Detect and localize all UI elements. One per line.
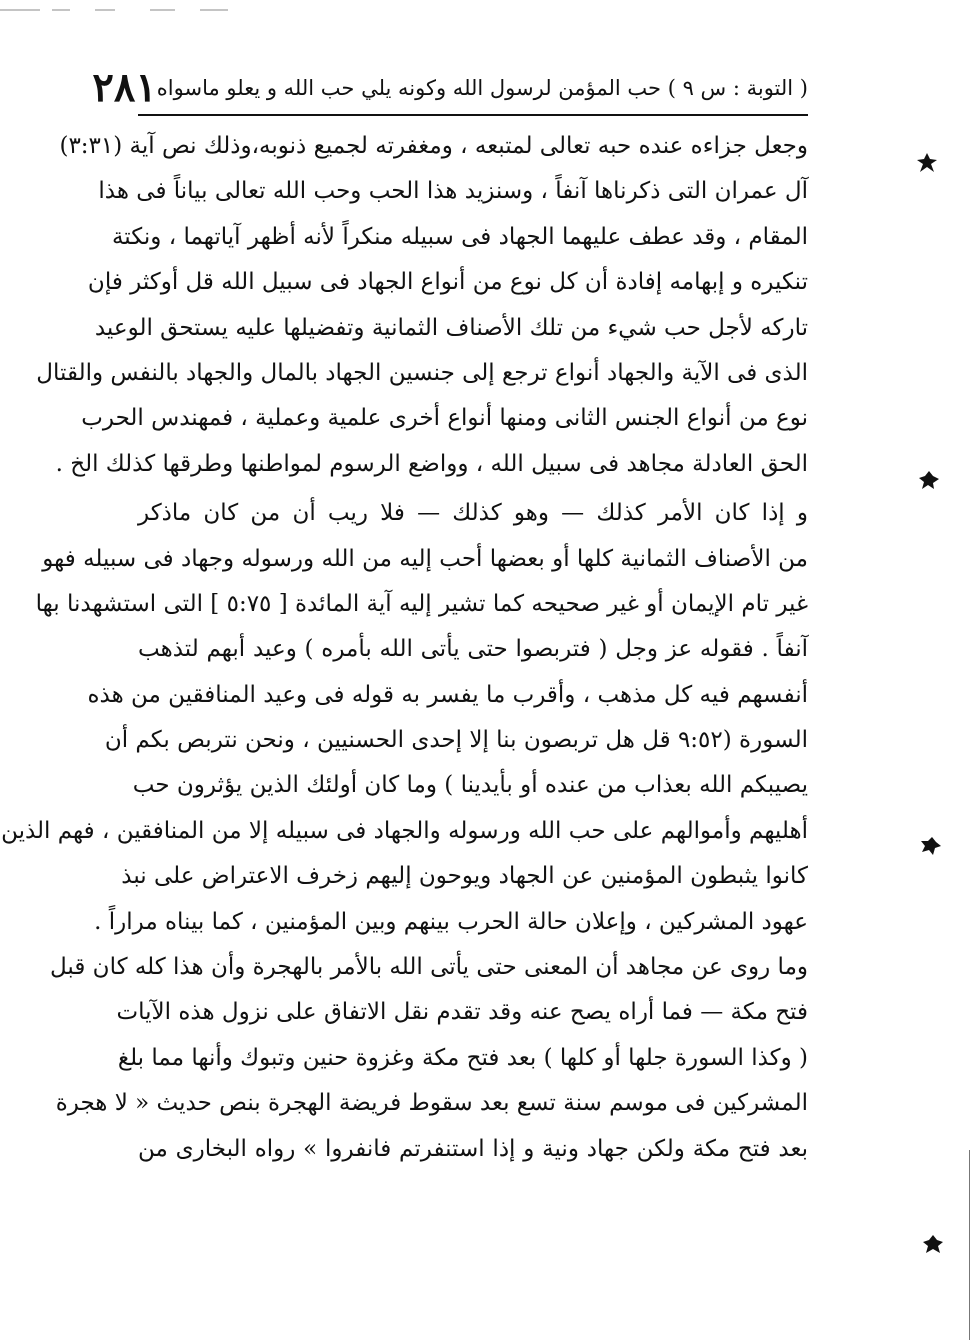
text-line: أنفسهم فيه كل مذهب ، وأقرب ما يفسر به قوله فى وعيد المنافقين من هذه (87, 681, 808, 708)
text-line: وما روى عن مجاهد أن المعنى حتى يأتى الله بالأمر بالهجرة وأن هذا كله كان قبل (50, 954, 808, 981)
text-line: ( وكذا السورة جلها أو كلها ) بعد فتح مكة وغزوة حنين وتبوك وأنها مما بلغ (117, 1044, 808, 1071)
header-rule (138, 114, 808, 116)
text-line: المقام ، وقد عطف عليهما الجهاد فى سبيله منكراً لأنه أظهر آياتهما ، ونكتة (111, 223, 808, 250)
text-line: الحق العادلة مجاهد فى سبيل الله ، وواضع الرسوم لمواطنها وطرقها كذلك الخ . (55, 450, 808, 477)
text-line: تاركه لأجل حب شيء من تلك الأصناف الثمانية وتفضيلها عليه يستحق الوعيد (94, 314, 808, 341)
text-line: نوع من أنواع الجنس الثانى ومنها أنواع أخرى علمية وعملية ، فمهندس الحرب (81, 405, 808, 432)
text-line: غير تام الإيمان أو غير صحيحه كما تشير إليه آية المائدة [ ٥:٧٥ ] التى استشهدنا بها (35, 590, 808, 617)
text-line: السورة (٩:٥٢ قل هل تربصون بنا إلا إحدى الحسنيين ، ونحن نتربص بكم أن (104, 727, 808, 754)
text-line: وجعل جزاءه عنده حبه تعالى لمتبعه ، ومغفرته لجميع ذنوبه،وذلك نص آية (٣:٣١) (59, 133, 808, 159)
text-line: آل عمران التى ذكرناها آنفاً ، وسنزيد هذا الحب وحب الله تعالى بياناً فى هذا (98, 178, 808, 205)
text-line: أهليهم وأموالهم على حب الله ورسوله والجهاد فى سبيله إلا من المنافقين ، فهم الذين (1, 817, 808, 844)
scan-artifact-marks (0, 8, 230, 12)
page-number: ٢٨١ (92, 64, 157, 111)
text-line: بعد فتح مكة ولكن جهاد ونية و إذا استنفرتم فانفروا » رواه البخارى من (138, 1135, 808, 1162)
body-text (1, 124, 808, 1172)
text-line: تنكيره و إبهامه إفادة أن كل نوع من أنواع الجهاد فى سبيل الله قل أوكثر فإن (87, 269, 808, 296)
running-header (92, 62, 808, 114)
text-line: المشركين فى موسم سنة تسع بعد سقوط فريضة الهجرة بنص حديث « لا هجرة (55, 1090, 808, 1117)
text-line: يصيبكم الله بعذاب من عنده أو بأيدينا ) وما كان أولئك الذين يؤثرون حب (132, 772, 808, 799)
scan-edge-line (969, 1150, 970, 1340)
margin-ink-blot-icon (922, 1234, 944, 1254)
text-line: و إذا كان الأمر كذلك — وهو كذلك — فلا ريب أن من كان ماذكر (138, 500, 808, 527)
margin-ink-blot-icon (920, 836, 942, 856)
text-line: كانوا يثبطون المؤمنين عن الجهاد ويوحون إليهم زخرف الاعتراض على نبذ (121, 863, 808, 890)
header-title: ( التوبة : س ٩ ) حب المؤمن لرسول الله وكونه يلي حب الله و يعلو ماسواه (156, 76, 808, 100)
margin-ink-blot-icon (918, 470, 940, 490)
text-line: الذى فى الآية والجهاد أنواع ترجع إلى جنسين الجهاد بالمال والجهاد بالنفس والقتال (36, 359, 808, 386)
margin-ink-blot-icon (916, 152, 938, 174)
text-line: آنفاً . فقوله عز وجل ( فتربصوا حتى يأتى الله بأمره ) وعيد أبهم لتذهب (138, 636, 808, 663)
text-line: من الأصناف الثمانية كلها أو بعضها أحب إليه من الله ورسوله وجهاد فى سبيله فهو (42, 545, 808, 572)
text-line: فتح مكة — فما أراه يصح عنه وقد تقدم نقل الاتفاق على نزول هذه الآيات (116, 999, 808, 1026)
text-line: عهود المشركين ، وإعلان حالة الحرب بينهم وبين المؤمنين ، كما بيناه مراراً . (94, 908, 808, 935)
